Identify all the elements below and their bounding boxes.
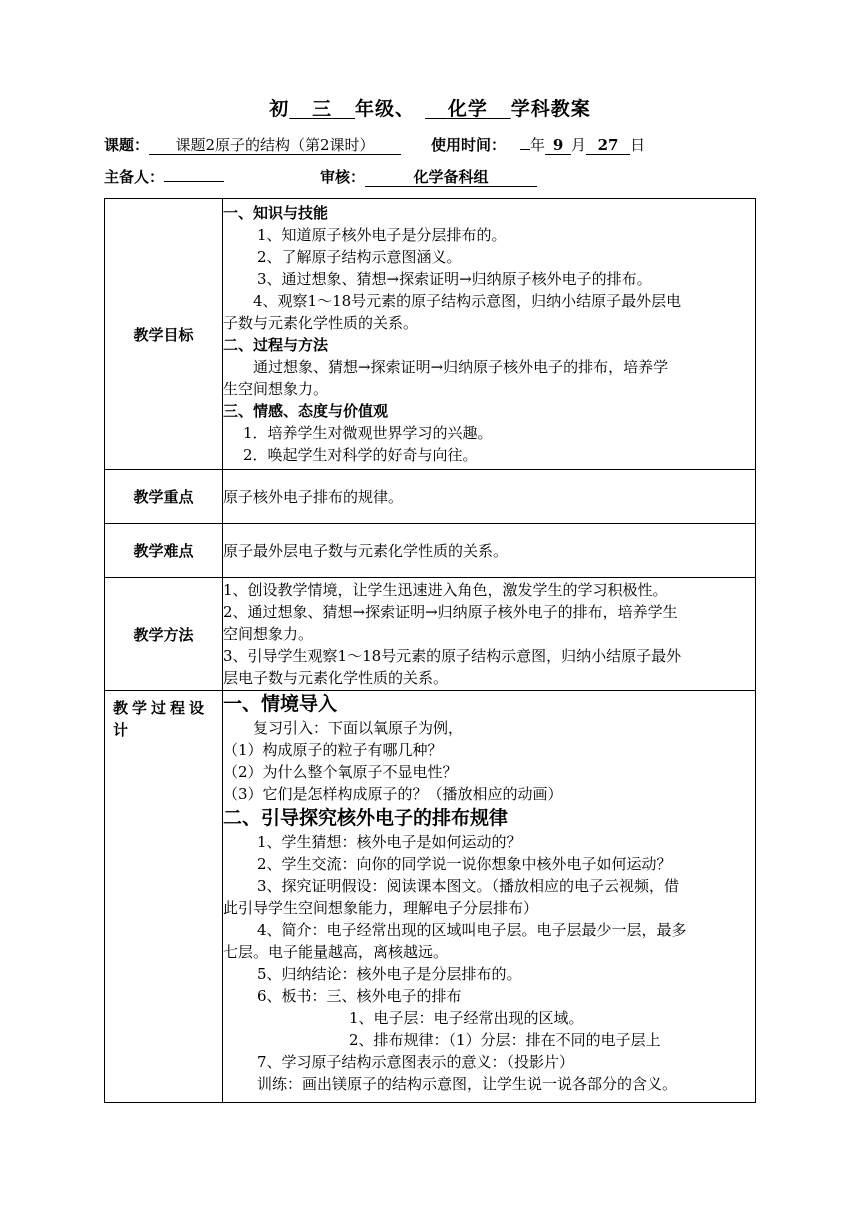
goals-content [223,199,756,470]
goals-item: 3、通过想象、猜想→探索证明→归纳原子核外电子的排布。 [257,270,652,288]
process-item-cont: 七层。电子能量越高，离核越远。 [223,943,449,961]
methods-item: 1、创设教学情境，让学生迅速进入角色，激发学生的学习积极性。 [223,581,668,599]
preparer-row [104,166,537,187]
reviewer-value: 化学备科组 [365,168,537,187]
grade-suffix: 年级、 [354,98,415,120]
process-item: （1）构成原子的粒子有哪几种？ [223,741,443,759]
methods-row [105,578,756,691]
process-item: 4、简介：电子经常出现的区域叫电子层。电子层最少一层，最多 [257,921,687,939]
goals-heading-1: 一、知识与技能 [223,204,329,222]
goals-item: 2、了解原子结构示意图涵义。 [257,248,462,266]
key-point-label: 教学重点 [105,470,223,524]
year-value [520,149,530,150]
subject-value: 化学 [447,98,488,120]
lesson-plan-table [104,198,756,1103]
goals-heading-2: 二、过程与方法 [223,336,329,354]
methods-content [223,578,756,691]
process-item: 2、学生交流：向你的同学说一说你想象中核外电子如何运动？ [257,855,672,873]
month-label: 月 [571,136,587,154]
goals-item: 1、知道原子核外电子是分层排布的。 [257,226,507,244]
key-point-content: 原子核外电子排布的规律。 [223,470,756,524]
goals-heading-3: 三、情感、态度与价值观 [223,402,389,420]
preparer-label: 主备人： [104,168,165,186]
process-item: （3）它们是怎样构成原子的？（播放相应的动画） [223,785,563,803]
methods-label: 教学方法 [105,578,223,691]
process-subitem: 1、电子层：电子经常出现的区域。 [349,1009,584,1027]
goals-item: 1．培养学生对微观世界学习的兴趣。 [243,424,493,442]
reviewer-label: 审核： [320,168,366,186]
topic-value: 课题2原子的结构（第2课时） [149,136,401,155]
day-label: 日 [630,136,646,154]
year-label: 年 [530,136,546,154]
goals-item: 4、观察1～18号元素的原子结构示意图，归纳小结原子最外层电 [253,292,682,310]
process-item: 1、学生猜想：核外电子是如何运动的？ [257,833,522,851]
topic-label: 课题： [104,136,150,154]
goals-item: 通过想象、猜想→探索证明→归纳原子核外电子的排布，培养学 [253,358,669,376]
subject-suffix: 学科教案 [510,98,591,120]
grade-value: 三 [312,98,333,120]
goals-row [105,199,756,470]
process-row [105,691,756,1103]
process-item: 5、归纳结论：核外电子是分层排布的。 [257,965,522,983]
goals-item: 2．唤起学生对科学的好奇与向往。 [243,446,478,464]
key-point-row [105,470,756,524]
process-item: 7、学习原子结构示意图表示的意义：（投影片） [257,1053,575,1071]
process-item: 训练：画出镁原子的结构示意图，让学生说一说各部分的含义。 [257,1075,678,1093]
process-label: 教学过程设计 [105,691,223,1103]
process-item: （2）为什么整个氧原子不显电性？ [223,763,458,781]
page-title [0,94,860,121]
goals-item-cont: 子数与元素化学性质的关系。 [223,314,419,332]
process-subitem: 2、排布规律：（1）分层：排在不同的电子层上 [349,1031,661,1049]
process-content [223,691,756,1103]
day-value: 27 [586,136,630,155]
methods-item: 2、通过想象、猜想→探索证明→归纳原子核外电子的排布，培养学生 [223,603,678,621]
preparer-value [164,181,224,182]
use-time-label: 使用时间： [431,136,507,154]
title-prefix: 初 [269,98,290,120]
month-value: 9 [545,136,571,155]
goals-label: 教学目标 [105,199,223,470]
topic-row [104,134,645,155]
difficulty-label: 教学难点 [105,524,223,578]
process-heading-1: 一、情境导入 [223,693,338,715]
process-heading-2: 二、引导探究核外电子的排布规律 [223,807,509,829]
process-item: 复习引入：下面以氧原子为例， [253,719,464,737]
process-item-cont: 此引导学生空间想象能力，理解电子分层排布） [223,899,539,917]
goals-item-cont: 生空间想象力。 [223,380,329,398]
methods-item-cont: 层电子数与元素化学性质的关系。 [223,669,449,687]
difficulty-row [105,524,756,578]
difficulty-content: 原子最外层电子数与元素化学性质的关系。 [223,524,756,578]
process-item: 3、探究证明假设：阅读课本图文。（播放相应的电子云视频，借 [257,877,680,895]
methods-item: 3、引导学生观察1～18号元素的原子结构示意图，归纳小结原子最外 [223,647,682,665]
process-item: 6、板书：三、核外电子的排布 [257,987,462,1005]
methods-item-cont: 空间想象力。 [223,625,314,643]
